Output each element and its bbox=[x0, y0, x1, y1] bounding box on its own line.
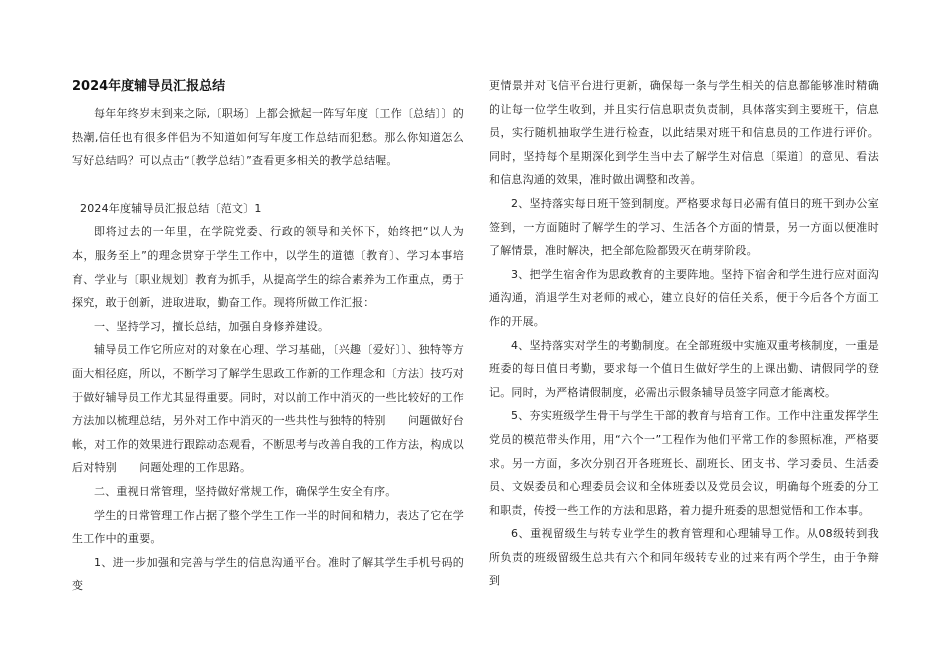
section-heading-1: 一、坚持学习，擅长总结，加强自身修养建设。 bbox=[94, 319, 330, 333]
body-paragraph: 即将过去的一年里，在学院党委、行政的领导和关怀下，始终把“以人为本，服务至上”的理念贯穿于学生工作中，以学生的道德〔教育〕、学习本事培育、学业与〔职业规划〕教育为抓手，从提高学生的综合素养为工作重点，勇于探究，敢于创新，进取进取，勤奋工作。现将所做工作汇报： bbox=[72, 225, 464, 310]
section-spacer bbox=[72, 173, 464, 197]
body-paragraph: 4、坚持落实对学生的考勤制度。在全部班级中实施双重考核制度，一重是班委的每日值日考勤，要求每一个值日生做好学生的上课出勤、请假同学的登记。同时，为严格请假制度，必需出示假条辅导员签字同意才能离校。 bbox=[489, 338, 879, 399]
body-paragraph: 辅导员工作它所应对的对象在心理、学习基础，〔兴趣〔爱好〕〕、独特等方面大相径庭，所以，不断学习了解学生思政工作新的工作理念和〔方法〕技巧对于做好辅导员工作尤其显得重要。同时，对以前工作中消灭的一些比较好的工作方法加以梳理总结，另外对工作中消灭的一些共性与独特的特别 问题做好台帐，对工作的效果进行跟踪动态观看，不断思考与改善自我的工作方法，构成以后对特别 问题处理的工作思路。 bbox=[72, 343, 464, 475]
intro-paragraph: 每年年终岁末到来之际,〔职场〕上都会掀起一阵写年度〔工作〔总结〕〕的热潮,信任也有很多伴侣为不知道如何写年度工作总结而犯愁。那么你知道怎么写好总结吗？可以点击“〔教学总结〕”查看更多相关的教学总结喔。 bbox=[72, 107, 464, 168]
body-paragraph: 6、重视留级生与转专业学生的教育管理和心理辅导工作。从08级转到我所负责的班级留级生总共有六个和同年级转专业的过来有两个学生，由于争辩到 bbox=[489, 527, 879, 588]
body-paragraph: 5、夯实班级学生骨干与学生干部的教育与培育工作。工作中注重发挥学生党员的模范带头作用，用“六个一”工程作为他们平常工作的参照标准，严格要求。另一方面，多次分别召开各班班长、副班长、团支书、学习委员、生活委员、文娱委员和心理委员会议和全体班委以及党员会议，明确每个班委的分工和职责，传授一些工作的方法和思路，着力提升班委的思想觉悟和工作本事。 bbox=[489, 409, 879, 517]
body-paragraph: 2、坚持落实每日班干签到制度。严格要求每日必需有值日的班干到办公室签到，一方面随时了解学生的学习、生活各个方面的情景，另一方面以便准时了解情景，准时解决，把全部危险都毁灭在萌芽阶段。 bbox=[489, 196, 879, 258]
document-title: 2024年度辅导员汇报总结 bbox=[72, 79, 226, 94]
right-column bbox=[489, 0, 879, 593]
body-paragraph: 3、把学生宿舍作为思政教育的主要阵地。坚持下宿舍和学生进行应对面沟通沟通，消退学生对老师的戒心，建立良好的信任关系，便于今后各个方面工作的开展。 bbox=[489, 267, 879, 328]
body-paragraph: 1、进一步加强和完善与学生的信息沟通平台。准时了解其学生手机号码的变 bbox=[72, 555, 464, 593]
body-paragraph: 学生的日常管理工作占据了整个学生工作一半的时间和精力，表达了它在学生工作中的重要。 bbox=[72, 508, 464, 546]
section-subtitle: 2024年度辅导员汇报总结〔范文〕1 bbox=[80, 201, 262, 215]
left-column bbox=[72, 0, 464, 598]
section-heading-2: 二、重视日常管理，坚持做好常规工作，确保学生安全有序。 bbox=[94, 484, 397, 498]
body-paragraph-continued: 更情景并对飞信平台进行更新，确保每一条与学生相关的信息都能够准时精确的让每一位学生收到，并且实行信息职责负责制，具体落实到主要班干，信息员，实行随机抽取学生进行检查，以此结果对班干和信息员的工作进行评价。同时，坚持每个星期深化到学生当中去了解学生对信息〔渠道〕的意见、看法和信息沟通的效果，准时做出调整和改善。 bbox=[489, 79, 879, 187]
